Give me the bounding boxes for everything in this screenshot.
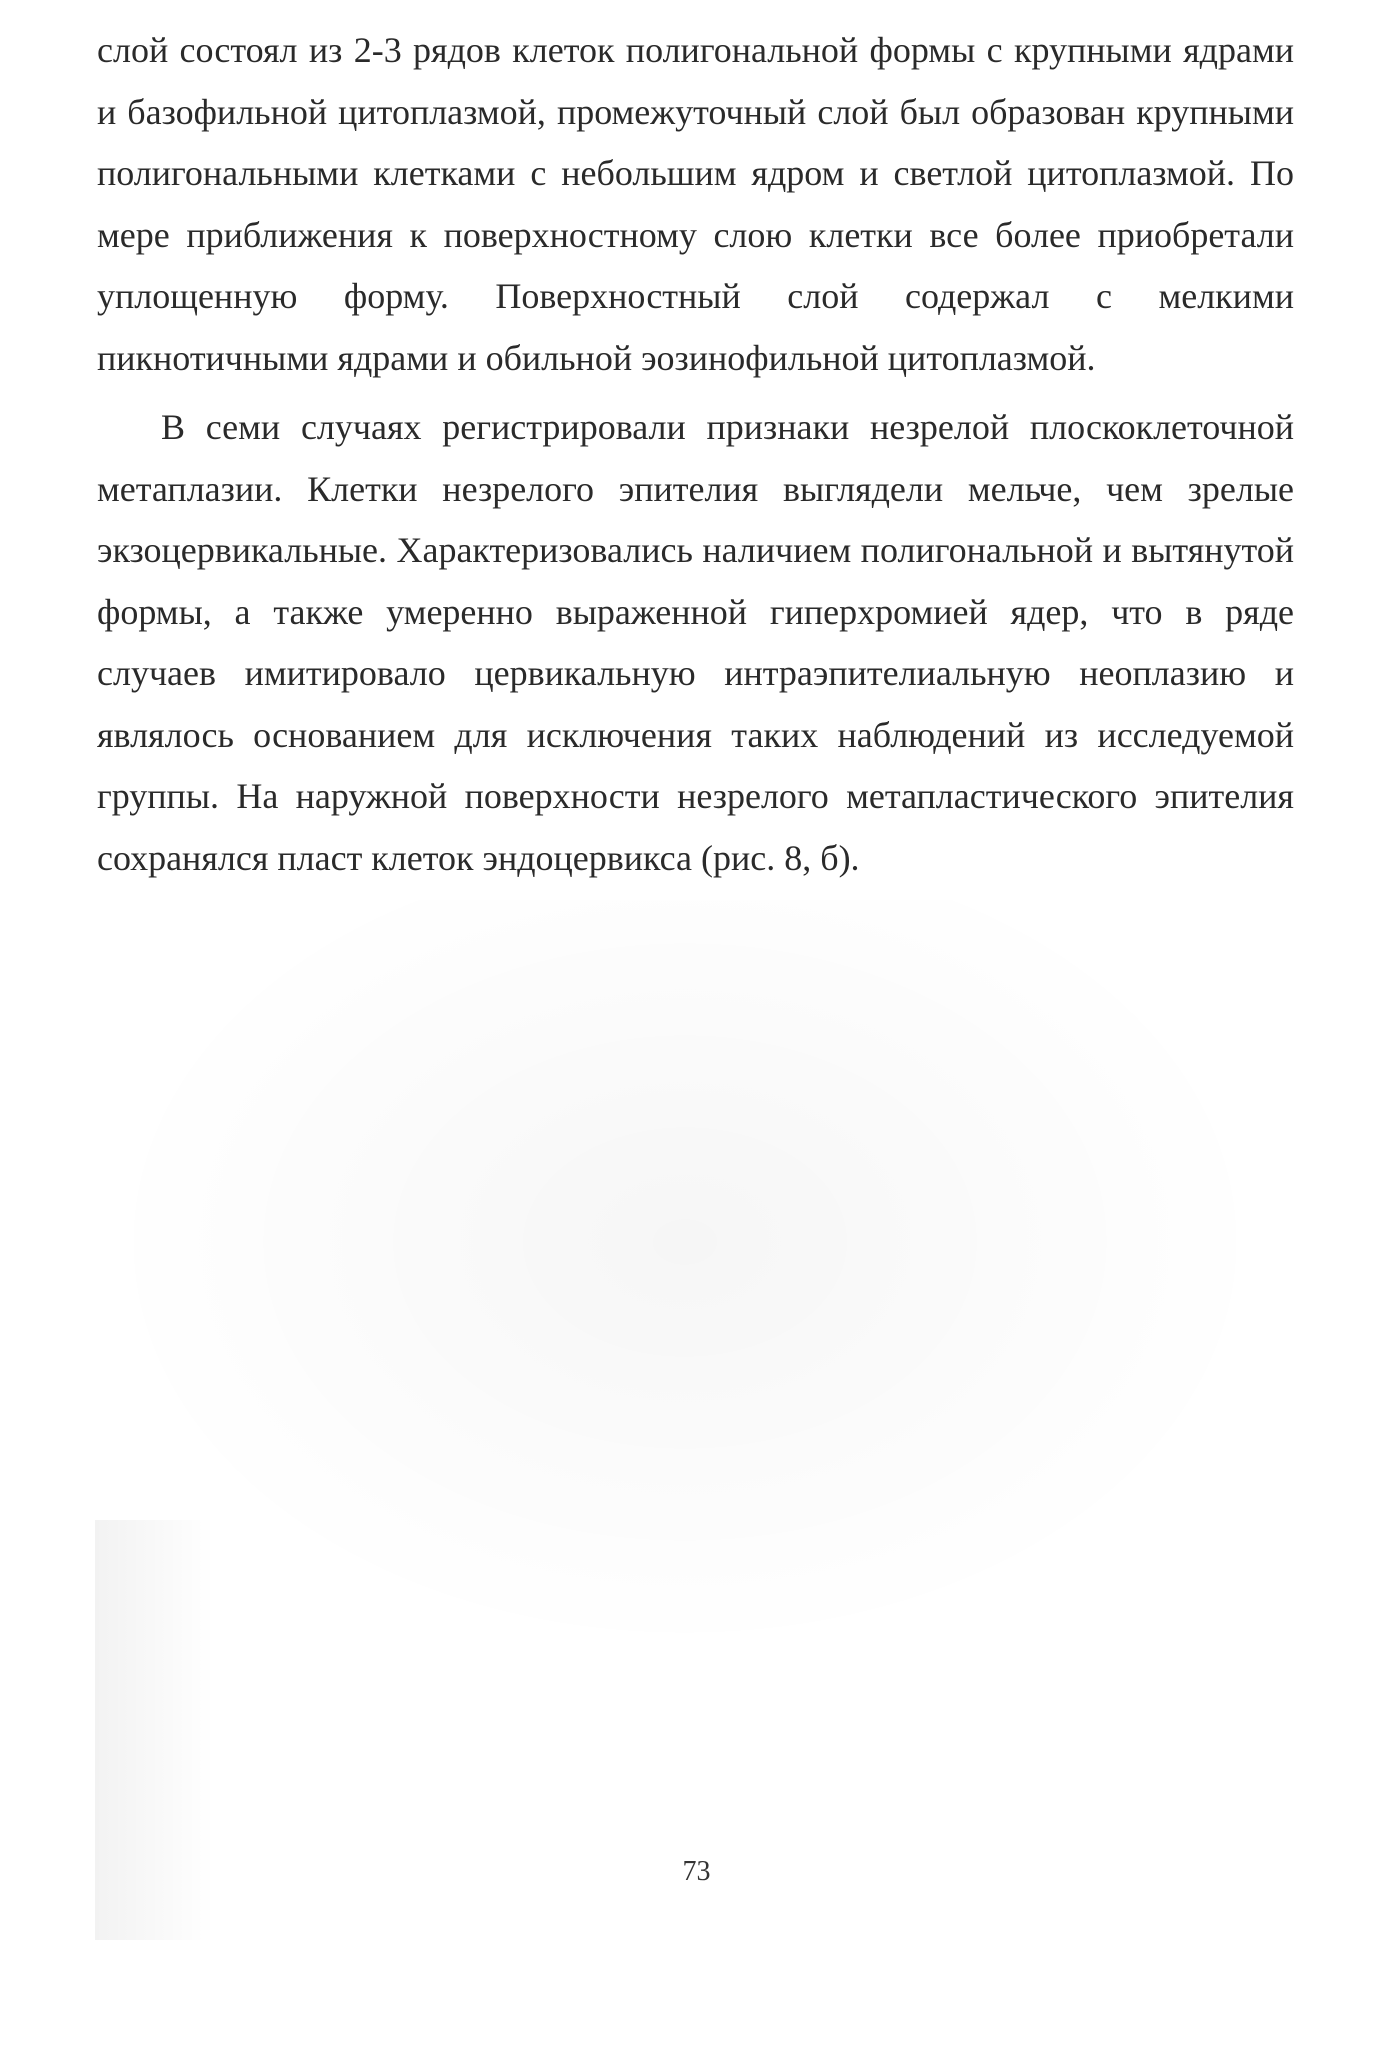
bleed-through-shadow [95,900,1275,1660]
body-text [97,20,1294,889]
paragraph-metaplasia: В семи случаях регистрировали признаки незрелой плоскоклеточной метаплазии. Клетки незрелого эпителия выглядели мельче, чем зрелые экзоцервикальные. Характеризовались наличием полигональной и вытянутой формы, а также умеренно выраженной гиперхромией ядер, что в ряде случаев имитировало цервикальную интраэпителиальную неоплазию и являлось основанием для исключения таких наблюдений из исследуемой группы. На наружной поверхности незрелого метапластического эпителия сохранялся пласт клеток эндоцервикса (рис. 8, б). [97,407,1294,878]
page-number: 73 [682,1856,711,1887]
paragraph-continuation: слой состоял из 2-3 рядов клеток полигональной формы с крупными ядрами и базофильной цитоплазмой, промежуточный слой был образован крупными полигональными клетками с небольшим ядром и светлой цитоплазмой. По мере приближения к поверхностному слою клетки все более приобретали уплощенную форму. Поверхностный слой содержал с мелкими пикнотичными ядрами и обильной эозинофильной цитоплазмой. [97,30,1294,378]
